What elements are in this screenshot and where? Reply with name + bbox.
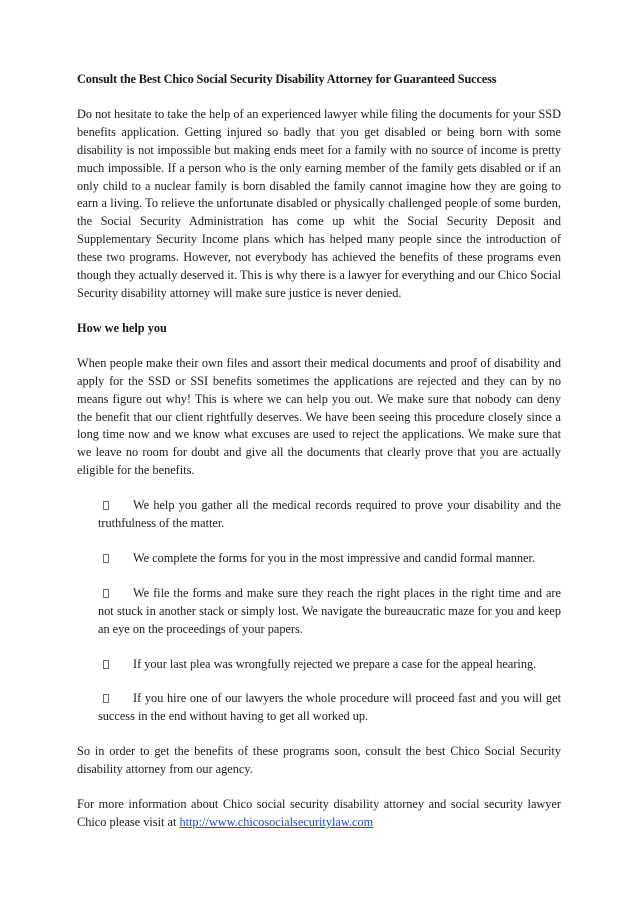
list-item-text: We complete the forms for you in the most impressive and candid formal manner. (133, 550, 535, 565)
document-page (77, 71, 561, 849)
footer-paragraph (77, 796, 561, 832)
list-item (98, 497, 561, 533)
bullet-icon (103, 501, 109, 510)
section-heading: How we help you (77, 320, 167, 335)
list-item (98, 656, 561, 674)
document-title: Consult the Best Chico Social Security Disability Attorney for Guaranteed Success (77, 72, 497, 86)
bullet-icon (103, 660, 109, 669)
list-item-text: We file the forms and make sure they reach the right places in the right time and are not stuck in another stack or simply lost. We navigate the bureaucratic maze for you and keep an eye on the proceedings of your papers. (98, 585, 561, 636)
list-item-text: If you hire one of our lawyers the whole procedure will proceed fast and you will get success in the end without having to get all worked up. (98, 691, 561, 724)
bullet-icon (103, 694, 109, 703)
list-item-text: If your last plea was wrongfully rejected we prepare a case for the appeal hearing. (133, 656, 537, 671)
list-item-text: We help you gather all the medical records required to prove your disability and the truthfulness of the matter. (98, 498, 561, 531)
closing-paragraph: So in order to get the benefits of these programs soon, consult the best Chico Social Security disability attorney from our agency. (77, 744, 561, 777)
list-item (98, 550, 561, 568)
website-link[interactable]: http://www.chicosocialsecuritylaw.com (179, 815, 374, 829)
intro-paragraph: Do not hesitate to take the help of an experienced lawyer while filing the documents for your SSD benefits application. Getting injured so badly that you get disabled or being born with some disability is not impossible but making ends meet for a family with no source of income is pretty much impossible. If a person who is the only earning member of the family gets disabled or if an only child to a nuclear family is born disabled the family cannot imagine how they are going to earn a living. To relieve the unfortunate disabled or physically challenged people of some burden, the Social Security Administration has come up whit the Social Security Deposit and Supplementary Security Income plans which has helped many people since the introduction of these two programs. However, not everybody has achieved the benefits of these programs even though they actually deserved it. This is why there is a lawyer for everything and our Chico Social Security disability attorney will make sure justice is never denied. (77, 106, 562, 300)
list-item (98, 585, 561, 639)
list-item (98, 690, 561, 726)
bullet-icon (103, 589, 109, 598)
help-paragraph: When people make their own files and assort their medical documents and proof of disability and apply for the SSD or SSI benefits sometimes the applications are rejected and they can by no means figure out why! This is where we can help you out. We make sure that nobody can deny the benefit that our client rightfully deserves. We have been seeing this procedure closely since a long time now and we know what excuses are used to reject the applications. We make sure that we leave no room for doubt and give all the documents that clearly prove that you are actually eligible for the benefits. (77, 355, 561, 478)
services-list (77, 497, 561, 726)
footer-text: For more information about Chico social security disability attorney and social security lawyer Chico please visit at (77, 797, 561, 829)
bullet-icon (103, 554, 109, 563)
